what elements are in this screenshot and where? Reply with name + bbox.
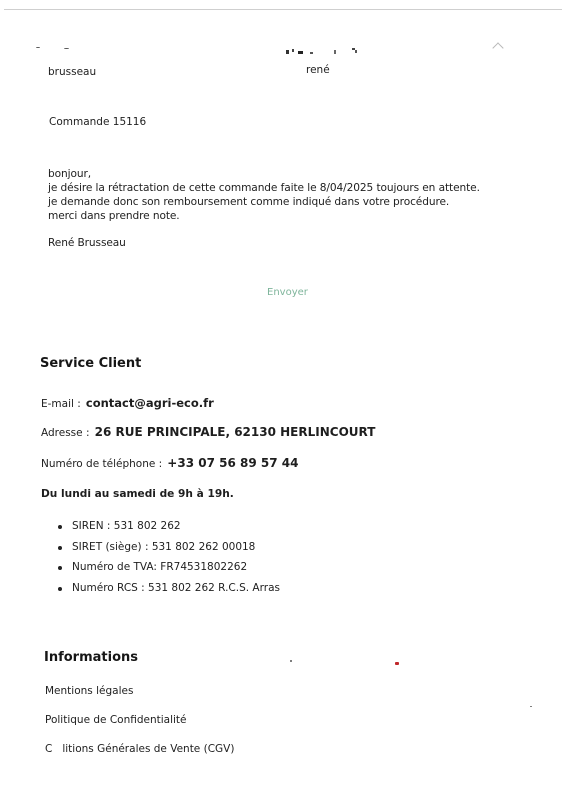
siret: SIRET (siège) : 531 802 262 00018: [72, 540, 256, 553]
phone-label: Numéro de téléphone :: [41, 458, 163, 470]
bullet-icon: [58, 587, 62, 591]
message-line: je demande donc son remboursement comme indiqué dans votre procédure.: [48, 196, 450, 208]
message-field[interactable]: [48, 167, 480, 250]
scan-top-rule: [4, 9, 562, 10]
message-line: merci dans prendre note.: [48, 210, 180, 222]
email-link[interactable]: contact@agri-eco.fr: [85, 396, 214, 410]
email-label: E-mail :: [41, 398, 81, 410]
scan-speck: [290, 660, 292, 662]
address-row: [41, 421, 375, 440]
scan-smudge: [286, 47, 358, 57]
terms-of-sale-link[interactable]: C litions Générales de Vente (CGV): [45, 743, 235, 755]
message-line: bonjour,: [48, 168, 91, 180]
opening-hours: Du lundi au samedi de 9h à 19h.: [41, 488, 234, 500]
informations-heading: Informations: [44, 650, 139, 665]
legal-notice-link[interactable]: Mentions légales: [45, 685, 134, 697]
list-item: [56, 540, 280, 561]
scan-speck: [530, 706, 532, 707]
first-name-value[interactable]: rené: [306, 64, 330, 76]
service-client-heading: Service Client: [40, 356, 142, 371]
phone-row: [41, 452, 298, 471]
message-line: je désire la rétractation de cette commande faite le 8/04/2025 toujours en attente.: [48, 182, 480, 194]
bullet-icon: [58, 546, 62, 550]
last-name-value[interactable]: brusseau: [48, 66, 97, 78]
email-row: [41, 392, 214, 411]
message-blank-line: [48, 223, 480, 236]
list-item: [56, 560, 280, 581]
subject-value[interactable]: Commande 15116: [49, 116, 147, 128]
list-item: [56, 581, 280, 602]
scan-speck: [64, 48, 69, 49]
address-label: Adresse :: [41, 427, 90, 439]
vat-number: Numéro de TVA: FR74531802262: [72, 561, 248, 573]
company-ids-list: [56, 519, 280, 601]
rcs-number: Numéro RCS : 531 802 262 R.C.S. Arras: [72, 581, 280, 594]
message-signature: René Brusseau: [48, 237, 126, 249]
send-button[interactable]: Envoyer: [267, 287, 308, 298]
scan-mark: [395, 662, 399, 665]
list-item: [56, 519, 280, 540]
bullet-icon: [58, 566, 62, 570]
scan-speck: [36, 47, 40, 48]
phone-link[interactable]: +33 07 56 89 57 44: [167, 456, 299, 470]
privacy-policy-link[interactable]: Politique de Confidentialité: [45, 714, 187, 726]
siren: SIREN : 531 802 262: [72, 520, 181, 532]
bullet-icon: [58, 525, 62, 529]
chevron-up-icon[interactable]: [492, 42, 503, 53]
address-value: 26 RUE PRINCIPALE, 62130 HERLINCOURT: [94, 425, 376, 439]
